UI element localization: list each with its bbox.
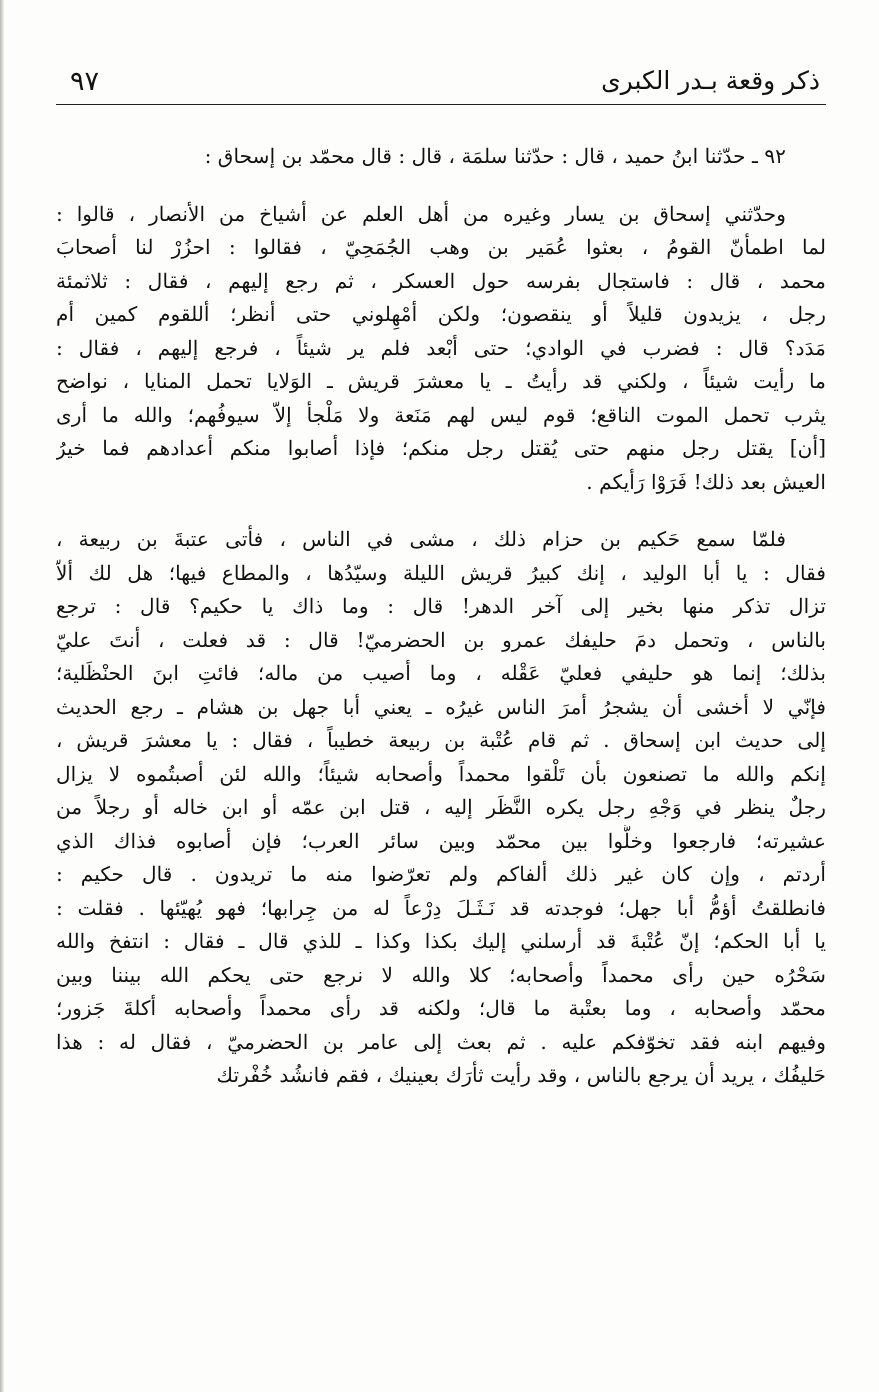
body-text [56, 140, 826, 1093]
text-line: أردتم ، وإن كان غير ذلك ألفاكم ولم تعرّضوا منه ما تريدون . قال حكيم : [56, 862, 826, 886]
text-line: تزال تذكر منها بخير إلى آخر الدهر! قال : وما ذاك يا حكيم؟ قال : ترجع [56, 594, 826, 618]
text-line: بالناس ، وتحمل دمَ حليفك عمرو بن الحضرميّ! قال : قد فعلت ، أنتَ عليّ [56, 627, 826, 652]
text-line: لما اطمأنّ القومُ ، بعثوا عُمَير بن وهب الجُمَحِيّ ، فقالوا : احزُرْ لنا أصحابَ [56, 235, 826, 259]
text-line: محمّد وأصحابه ، وما بعتْبة ما قال؛ ولكنه قد رأى محمداً وأصحابه أكلةَ جَزور؛ [56, 996, 826, 1020]
text-line: رجل ، يزيدون قليلاً أو ينقصون؛ ولكن أمْهِلوني حتى أنظر؛ أللقوم كمين أم [56, 302, 826, 326]
book-page [56, 60, 826, 1380]
text-line: ٩٢ ـ حدّثنا ابنُ حميد ، قال : حدّثنا سلمَة ، قال : قال محمّد بن إسحاق : [204, 144, 786, 168]
paragraph [56, 140, 826, 174]
text-line: محمد ، قال : فاستجال بفرسه حول العسكر ، ثم رجع إليهم ، فقال : ثلاثمئة [56, 268, 826, 293]
running-title: ذكر وقعة بـدر الكبرى [601, 66, 820, 95]
page-number: ٩٧ [70, 66, 100, 97]
text-line: إلى حديث ابن إسحاق . ثم قام عُتْبة بن ربيعة خطيباً ، فقال : يا معشرَ قريش ، [56, 728, 826, 752]
text-line: وحدّثني إسحاق بن يسار وغيره من أهل العلم عن أشياخ من الأنصار ، قالوا : [56, 201, 786, 226]
text-line: عشيرته؛ فارجعوا وخلُّوا بين محمّد وبين سائر العرب؛ فإن أصابوه فذاك الذي [56, 828, 826, 853]
text-line: رجلٌ ينظر في وَجْهِ رجل يكره النَّظَر إليه ، قتل ابن عمّه أو ابن خاله أو رجلاً من [56, 795, 826, 819]
text-line: يا أبا الحكم؛ إنّ عُتْبةَ قد أرسلني إليك بكذا وكذا ـ للذي قال ـ فقال : انتفخ والله [56, 929, 826, 953]
text-line: [أن] يقتل رجل منهم حتى يُقتل رجل منكم؛ فإذا أصابوا منكم أعدادهم فما خيرُ [56, 436, 826, 460]
text-line: العيش بعد ذلك! فَرَوْا رَأيكم . [586, 469, 826, 494]
text-line: وفيهم ابنه فقد تخوّفكم عليه . ثم بعث إلى عامر بن الحضرميّ ، فقال له : هذا [56, 1029, 826, 1054]
text-line: فانطلقتُ أؤمُّ أبا جهل؛ فوجدته قد نَـثَـلَ دِرْعاً له من جِرابها؛ فهو يُهيّئها . فقلت : [56, 895, 826, 920]
paragraph [56, 523, 826, 1093]
text-line: بذلك؛ إنما هو حليفي فعليّ عَقْله ، وما أصيب من ماله؛ فائتِ ابنَ الحنْظَلية؛ [56, 661, 826, 685]
text-line: فقال : يا أبا الوليد ، إنك كبيرُ قريش الليلة وسيّدُها ، والمطاع فيها؛ هل لك ألاّ [56, 560, 826, 585]
paragraph-gap [56, 174, 826, 198]
page-header [56, 60, 826, 104]
paragraph [56, 198, 826, 500]
header-rule [56, 104, 826, 105]
paragraph-gap [56, 499, 826, 523]
text-line: فلمّا سمع حَكيم بن حزام ذلك ، مشى في الناس ، فأتى عتبةَ بن ربيعة ، [56, 527, 786, 551]
text-line: فإنّي لا أخشى أن يشجرُ أمرَ الناس غيرُه ـ يعني أبا جهل بن هشام ـ رجع الحديث [56, 694, 826, 719]
text-line: يثرب تحمل الموت الناقع؛ قوم ليس لهم مَنَعة ولا مَلْجأ إلاّ سيوفُهم؛ والله ما أرى [56, 402, 826, 427]
text-line: حَليفُك ، يريد أن يرجع بالناس ، وقد رأيت ثأرَك بعينيك ، فقم فانشُد خُفْرتك [216, 1063, 826, 1087]
text-line: إنكم والله ما تصنعون بأن تَلْقوا محمداً وأصحابه شيئاً؛ والله لئن أصبتُموه لا يزال [56, 761, 826, 786]
page-edge-shadow [0, 0, 4, 1392]
text-line: ما رأيت شيئاً ، ولكني قد رأيتُ ـ يا معشرَ قريش ـ الوَلايا تحمل المنايا ، نواضح [56, 369, 826, 393]
text-line: سَحْرُه حين رأى محمداً وأصحابه؛ كلا والله لا نرجع حتى يحكم الله بيننا وبين [56, 962, 826, 987]
text-line: مَدَد؟ قال : فضرب في الوادي؛ حتى أبْعد فلم ير شيئاً ، فرجع إليهم ، فقال : [56, 335, 826, 360]
